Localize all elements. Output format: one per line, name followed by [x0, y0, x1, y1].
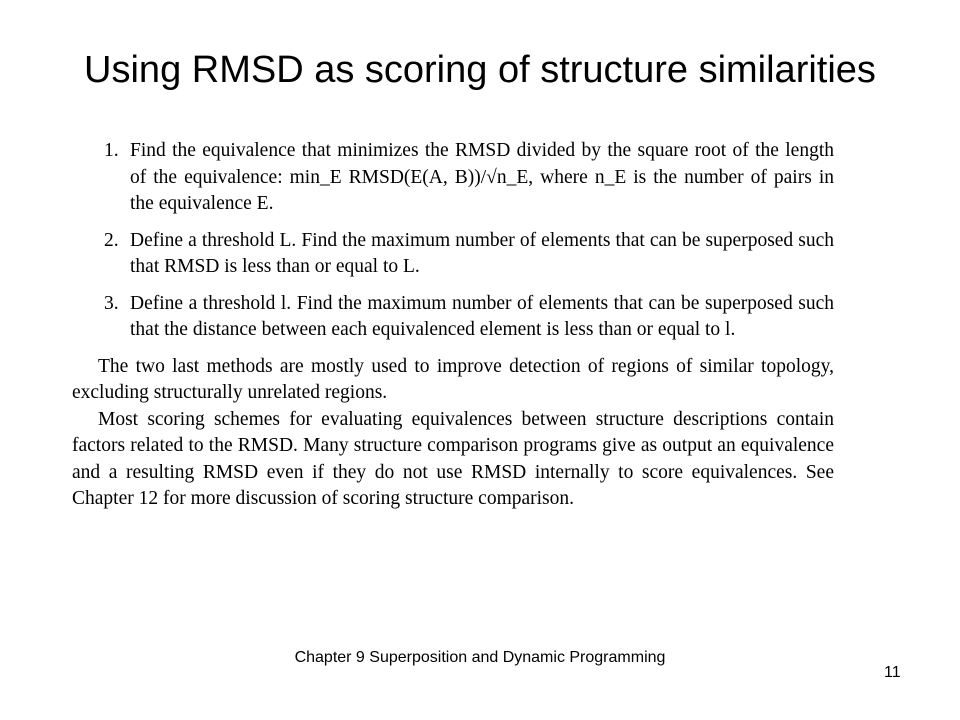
list-item-1 [72, 138, 834, 218]
list-item-number: 2. [104, 229, 119, 251]
list-item-3 [72, 291, 834, 344]
slide-title: Using RMSD as scoring of structure similarities [84, 49, 876, 91]
list-item-number: 1. [104, 140, 119, 161]
slide-footer: Chapter 9 Superposition and Dynamic Programming [294, 649, 666, 666]
body-paragraph: Most scoring schemes for evaluating equivalences between structure descriptions contain factors related to the RMSD. Many structure comparison programs give as output an equivalence and a resulting RMSD even if they do not use RMSD internally to score equivalences. See Chapter 12 for more discussion of scoring structure comparison. [72, 408, 834, 509]
scanned-text-excerpt [72, 138, 834, 513]
list-item-text: Define a threshold l. Find the maximum number of elements that can be superposed such that the distance between each equivalenced element is less than or equal to l. [130, 292, 834, 340]
page-number: 11 [884, 664, 901, 681]
body-paragraph: The two last methods are mostly used to improve detection of regions of similar topology, excluding structurally unrelated regions. [72, 355, 834, 403]
list-item-text: Define a threshold L. Find the maximum number of elements that can be superposed such that RMSD is less than or equal to L. [130, 229, 834, 277]
list-item-2 [72, 228, 834, 281]
list-item-text: Find the equivalence that minimizes the RMSD divided by the square root of the length of the equivalence: min_E RMSD(E(A, B))/√n_E, where n_E is the number of pairs in the equivalence E. [130, 140, 834, 214]
list-item-number: 3. [104, 292, 119, 314]
